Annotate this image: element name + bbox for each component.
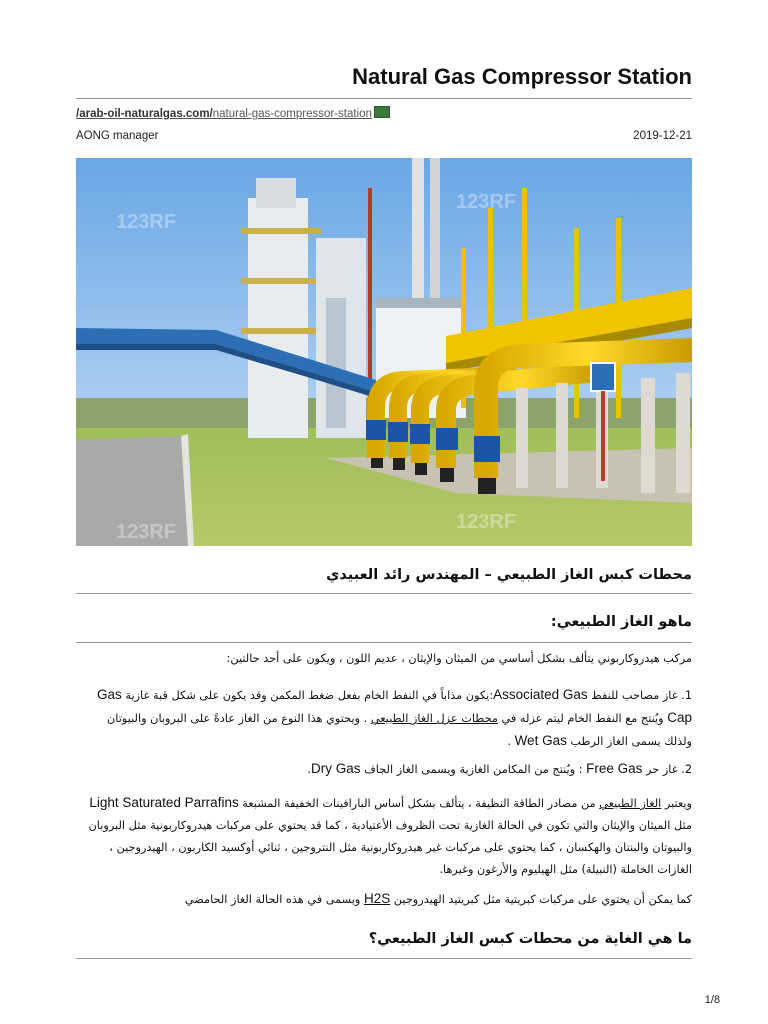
photo-watermark: 123RF bbox=[456, 191, 517, 213]
section-divider bbox=[76, 642, 692, 643]
page-title: Natural Gas Compressor Station bbox=[352, 64, 692, 89]
text-run: 1. غاز مصاحب للنفط bbox=[587, 689, 692, 702]
image-link-icon bbox=[374, 106, 390, 118]
publish-date: 2019-12-21 bbox=[633, 130, 692, 142]
text-run: ويعتبر bbox=[661, 797, 692, 810]
item-associated-gas bbox=[76, 684, 692, 753]
gas-separation-stations-link[interactable]: محطات عزل الغاز الطبيعي bbox=[370, 712, 498, 725]
heading-divider bbox=[76, 593, 692, 594]
sulfur-paragraph bbox=[76, 888, 692, 911]
text-run: . bbox=[507, 735, 515, 748]
section-divider bbox=[76, 958, 692, 959]
natural-gas-link[interactable]: الغاز الطبيعي bbox=[599, 797, 662, 810]
article-main-heading: محطات كبس الغاز الطبيعي – المهندس رائد العبيدي bbox=[326, 567, 692, 583]
term-associated-gas: Associated Gas bbox=[493, 687, 588, 702]
text-run: مثل الميثان والإيثان والتي تكون في الحالة الغازية تحت الظروف الأعتيادية ، كما قد يحتوي على مركبات هيدروكاربونية مثل البروبان والبيوتان والبنتان والهكسان ، كما يحتوي على مركبات غير هيدروكاربونية مثل النتروجين ، ثنائي أوكسيد الكاربون ، الهيدروجين ، الغازات الخاملة (النبيلة) مثل الهيليوم والأرغون وغيرها. bbox=[88, 819, 692, 876]
term-wet-gas: Wet Gas bbox=[514, 733, 567, 748]
term-gas-cap: Gas Cap bbox=[97, 687, 692, 725]
intro-paragraph: مركب هيدروكاربوني يتألف بشكل أساسي من الميثان والإيثان ، عديم اللون ، ويكون على أحد حالتين: bbox=[226, 652, 692, 665]
title-divider bbox=[76, 98, 692, 99]
compressor-station-photo bbox=[76, 158, 692, 546]
text-run: كما يمكن أن يحتوي على مركبات كبريتية مثل كبريتيد الهيدروجين bbox=[390, 893, 692, 906]
text-run: من مصادر الطاقة النظيفة ، يتألف بشكل أساس البارافينات الخفيفة المشبعة bbox=[238, 797, 600, 810]
section-heading-purpose: ما هي الغاية من محطات كبس الغاز الطبيعي؟ bbox=[368, 931, 692, 947]
term-free-gas: Free Gas bbox=[586, 761, 643, 776]
source-url-link[interactable] bbox=[76, 106, 390, 120]
composition-paragraph bbox=[76, 792, 692, 881]
author-name: AONG manager bbox=[76, 130, 159, 142]
text-run: 2. غاز حر bbox=[642, 763, 692, 776]
text-run: ويسمى في هذه الحالة الغاز الحامضي bbox=[184, 893, 364, 906]
section-heading-what-is-gas: ماهو الغاز الطبيعي: bbox=[550, 614, 692, 630]
url-domain: /arab-oil-naturalgas.com/ bbox=[76, 108, 213, 120]
term-light-saturated-paraffins: Light Saturated Parrafins bbox=[89, 795, 239, 810]
term-dry-gas: Dry Gas bbox=[310, 761, 361, 776]
text-run: . ويحتوي هذا النوع من الغاز عادةً على البروبان والبيوتان ولذلك يسمى الغاز الرطب bbox=[107, 712, 692, 748]
url-path: natural-gas-compressor-station bbox=[212, 108, 372, 120]
page-number: 1/8 bbox=[704, 994, 720, 1006]
photo-watermark: 123RF bbox=[456, 511, 517, 533]
item-free-gas bbox=[76, 758, 692, 781]
text-run: : ويُنتج من المكامن الغازية ويسمى الغاز الجاف bbox=[360, 763, 587, 776]
text-run: :يكون مذاباً في النفط الخام بفعل ضغط المكمن وقد يكون على شكل قبة غازية bbox=[121, 689, 494, 702]
photo-watermark: 123RF bbox=[116, 521, 177, 543]
text-run: ويُنتج مع النفط الخام ليتم عزله في bbox=[497, 712, 668, 725]
h2s-link[interactable]: H2S bbox=[363, 891, 391, 906]
photo-watermark: 123RF bbox=[116, 211, 177, 233]
text-run: . bbox=[307, 763, 311, 776]
